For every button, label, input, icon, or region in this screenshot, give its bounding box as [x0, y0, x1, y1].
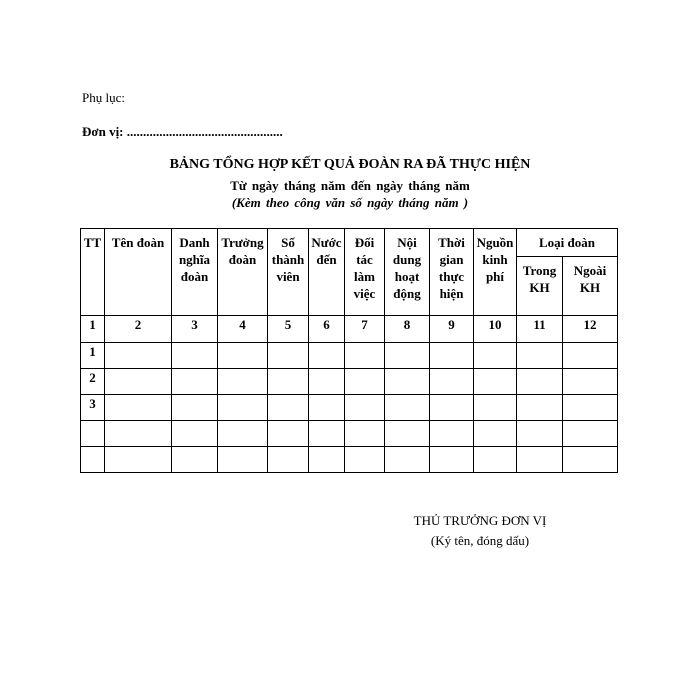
column-number: 7 [345, 316, 385, 343]
header-ngoai-kh: Ngoài KH [563, 257, 618, 316]
column-number: 5 [268, 316, 309, 343]
attachment-note: (Kèm theo công văn số ngày tháng năm ) [231, 195, 469, 210]
table-row [81, 343, 618, 369]
unit-label: Đơn vị: ................................................ [82, 124, 283, 139]
table-cell [430, 343, 474, 369]
table-cell [105, 369, 172, 395]
signature-title: THỦ TRƯỞNG ĐƠN VỊ [413, 513, 547, 528]
table-cell [563, 343, 618, 369]
header-trong-kh: Trong KH [517, 257, 563, 316]
header-loai-doan: Loại đoàn [517, 229, 618, 257]
table-cell [345, 395, 385, 421]
table-cell [517, 447, 563, 473]
table-cell [268, 421, 309, 447]
table-row [81, 395, 618, 421]
column-number: 4 [218, 316, 268, 343]
row-number [81, 421, 105, 447]
table-cell [430, 395, 474, 421]
column-number: 2 [105, 316, 172, 343]
header-so-thanh-vien: Số thành viên [268, 229, 309, 316]
table-row [81, 447, 618, 473]
header-nguon-kinh-phi: Nguồn kinh phí [474, 229, 517, 316]
column-number: 1 [81, 316, 105, 343]
column-number: 9 [430, 316, 474, 343]
table-cell [105, 395, 172, 421]
header-nuoc-den: Nước đến [309, 229, 345, 316]
header-truong-doan: Trưởng đoàn [218, 229, 268, 316]
table-cell [563, 369, 618, 395]
table-cell [474, 421, 517, 447]
table-cell [430, 447, 474, 473]
table-cell [218, 447, 268, 473]
table-cell [430, 369, 474, 395]
table-cell [345, 343, 385, 369]
table-cell [517, 369, 563, 395]
table-cell [474, 395, 517, 421]
signature-note: (Ký tên, đóng dấu) [430, 533, 530, 548]
table-cell [218, 369, 268, 395]
table-cell [309, 343, 345, 369]
table-cell [218, 395, 268, 421]
header-doi-tac: Đối tác làm việc [345, 229, 385, 316]
date-range: Từ ngày tháng năm đến ngày tháng năm [230, 178, 470, 193]
table-cell [517, 343, 563, 369]
table-cell [268, 395, 309, 421]
table-cell [172, 369, 218, 395]
table-cell [218, 343, 268, 369]
table-cell [563, 421, 618, 447]
column-number: 3 [172, 316, 218, 343]
table-row [81, 421, 618, 447]
table-cell [474, 343, 517, 369]
table-cell [105, 343, 172, 369]
table-cell [345, 369, 385, 395]
table-cell [385, 447, 430, 473]
table-cell [309, 447, 345, 473]
header-ten-doan: Tên đoàn [105, 229, 172, 316]
table-cell [105, 421, 172, 447]
row-number: 3 [81, 395, 105, 421]
table-cell [218, 421, 268, 447]
document-title: BẢNG TỔNG HỢP KẾT QUẢ ĐOÀN RA ĐÃ THỰC HIỆN [169, 157, 531, 172]
appendix-label: Phụ lục: [82, 90, 125, 105]
table-cell [268, 447, 309, 473]
row-number [81, 447, 105, 473]
table-cell [345, 421, 385, 447]
header-row [81, 229, 618, 257]
table-row [81, 369, 618, 395]
table-cell [517, 395, 563, 421]
table-cell [385, 395, 430, 421]
table-cell [345, 447, 385, 473]
table-cell [563, 395, 618, 421]
table-cell [517, 421, 563, 447]
table-cell [172, 395, 218, 421]
column-number: 11 [517, 316, 563, 343]
column-number: 8 [385, 316, 430, 343]
header-noi-dung: Nội dung hoạt động [385, 229, 430, 316]
table-cell [172, 343, 218, 369]
table-cell [385, 421, 430, 447]
table-cell [309, 369, 345, 395]
table-cell [268, 369, 309, 395]
table-cell [430, 421, 474, 447]
table-cell [385, 343, 430, 369]
column-number: 6 [309, 316, 345, 343]
header-danh-nghia: Danh nghĩa đoàn [172, 229, 218, 316]
table-cell [105, 447, 172, 473]
table-cell [309, 421, 345, 447]
header-thoi-gian: Thời gian thực hiện [430, 229, 474, 316]
table-cell [474, 369, 517, 395]
table-cell [172, 421, 218, 447]
table-cell [474, 447, 517, 473]
header-tt: TT [81, 229, 105, 316]
table-cell [268, 343, 309, 369]
report-table [80, 228, 618, 473]
column-number-row [81, 316, 618, 343]
row-number: 1 [81, 343, 105, 369]
column-number: 10 [474, 316, 517, 343]
table-cell [563, 447, 618, 473]
row-number: 2 [81, 369, 105, 395]
column-number: 12 [563, 316, 618, 343]
table-cell [385, 369, 430, 395]
table-cell [309, 395, 345, 421]
table-cell [172, 447, 218, 473]
